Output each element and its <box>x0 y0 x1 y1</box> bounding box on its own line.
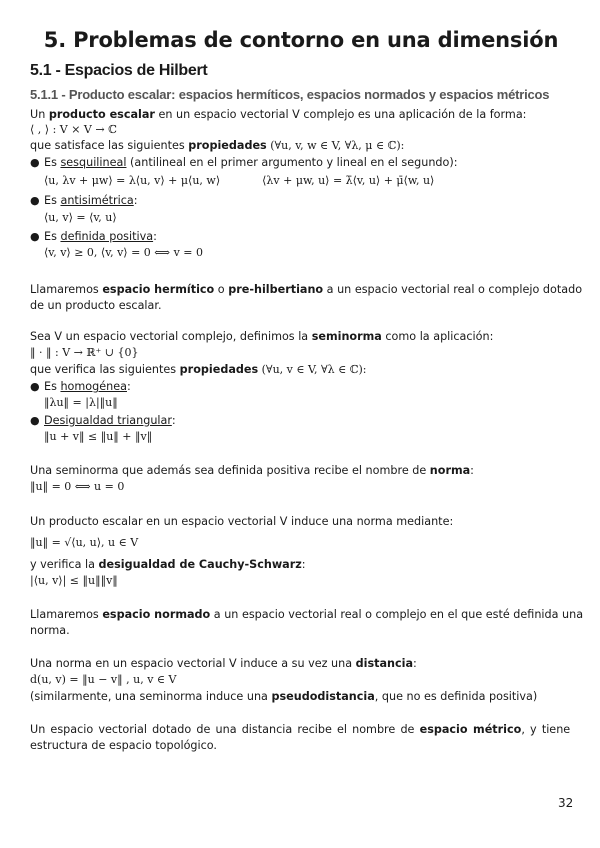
hermitian-space-definition-cont: de un producto escalar. <box>30 299 162 312</box>
normed-space-definition-cont: norma. <box>30 624 70 637</box>
sesquilinear-formula: ⟨u, λv + μw⟩ = λ⟨u, v⟩ + μ⟨u, w⟩ ⟨λv + μw, u⟩ = λ̄⟨v, u⟩ + μ̄⟨w, u⟩ <box>44 174 435 187</box>
seminorm-intro: Sea V un espacio vectorial complejo, definimos la seminorma como la aplicación: <box>30 330 494 343</box>
scalar-product-intro: Un producto escalar en un espacio vectorial V complejo es una aplicación de la forma: <box>30 108 527 121</box>
chapter-title: 5. Problemas de contorno en una dimensión <box>43 28 559 52</box>
distance-formula: d(u, v) = ‖u − v‖ , u, v ∈ V <box>30 673 177 686</box>
bullet-icon: ● <box>30 380 40 393</box>
page-number: 32 <box>558 796 574 810</box>
hermitian-space-definition: Llamaremos espacio hermítico o pre-hilbertiano a un espacio vectorial real o complejo dotado <box>30 283 583 296</box>
metric-space-definition: Un espacio vectorial dotado de una distancia recibe el nombre de espacio métrico, y tiene <box>30 723 571 736</box>
seminorm-properties: que verifica las siguientes propiedades (∀u, v ∈ V, ∀λ ∈ ℂ): <box>30 363 367 376</box>
norm-definition: Una seminorma que además sea definida positiva recibe el nombre de norma: <box>30 464 474 477</box>
section-title: 5.1 - Espacios de Hilbert <box>30 62 208 79</box>
bullet-icon: ● <box>30 156 40 169</box>
scalar-product-properties: que satisface las siguientes propiedades (∀u, v, w ∈ V, ∀λ, μ ∈ ℂ): <box>30 139 405 152</box>
cauchy-schwarz-text: y verifica la desigualdad de Cauchy-Schwarz: <box>30 558 306 571</box>
metric-space-definition-cont: estructura de espacio topológico. <box>30 739 217 752</box>
homogeneous-property: Es homogénea: <box>44 380 131 393</box>
positive-definite-property: Es definida positiva: <box>44 230 157 243</box>
homogeneous-formula: ‖λu‖ = |λ|‖u‖ <box>44 396 118 409</box>
norm-formula: ‖u‖ = 0 ⟺ u = 0 <box>30 480 125 493</box>
triangle-inequality-formula: ‖u + v‖ ≤ ‖u‖ + ‖v‖ <box>44 430 153 443</box>
normed-space-definition: Llamaremos espacio normado a un espacio vectorial real o complejo en el que esté definida una <box>30 608 584 621</box>
antisymmetric-formula: ⟨u, v⟩ = ⟨v, u⟩ <box>44 211 117 224</box>
bullet-icon: ● <box>30 414 40 427</box>
pseudodistance-note: (similarmente, una seminorma induce una pseudodistancia, que no es definida positiva) <box>30 690 538 703</box>
induced-norm-formula: ‖u‖ = √⟨u, u⟩, u ∈ V <box>30 536 139 549</box>
bullet-icon: ● <box>30 194 40 207</box>
distance-definition: Una norma en un espacio vectorial V induce a su vez una distancia: <box>30 657 417 670</box>
bullet-icon: ● <box>30 230 40 243</box>
cauchy-schwarz-formula: |⟨u, v⟩| ≤ ‖u‖‖v‖ <box>30 574 118 587</box>
induced-norm-text: Un producto escalar en un espacio vectorial V induce una norma mediante: <box>30 515 454 528</box>
seminorm-map: ‖ · ‖ : V → ℝ⁺ ∪ {0} <box>30 346 139 359</box>
scalar-product-map: ⟨ , ⟩ : V × V → ℂ <box>30 123 117 136</box>
antisymmetric-property: Es antisimétrica: <box>44 194 138 207</box>
sesquilinear-property: Es sesquilineal (antilineal en el primer argumento y lineal en el segundo): <box>44 156 458 169</box>
positive-definite-formula: ⟨v, v⟩ ≥ 0, ⟨v, v⟩ = 0 ⟺ v = 0 <box>44 246 203 259</box>
triangle-inequality-property: Desigualdad triangular: <box>44 414 176 427</box>
subsection-title: 5.1.1 - Producto escalar: espacios hermíticos, espacios normados y espacios métricos <box>30 87 550 102</box>
